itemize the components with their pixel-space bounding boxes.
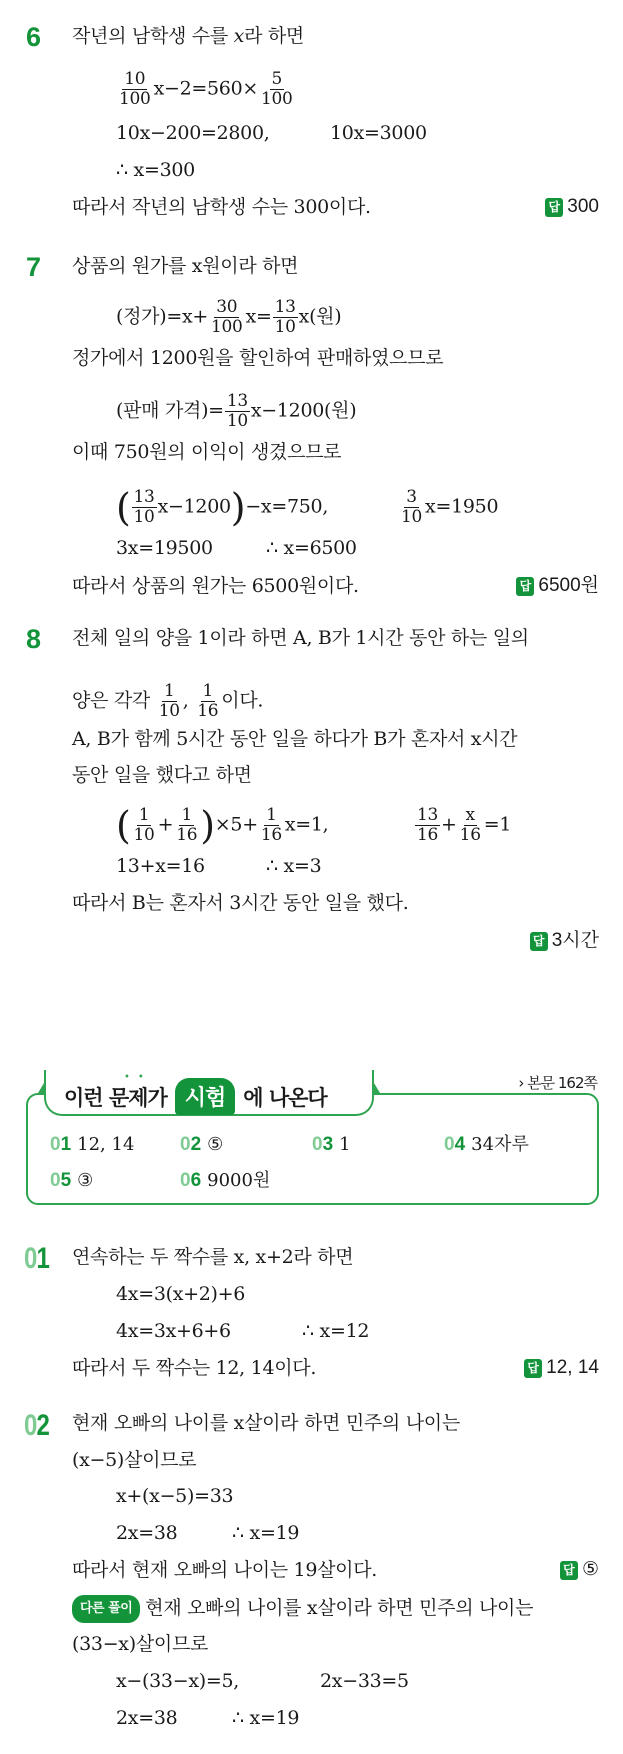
- exam-title-highlight: 시험: [175, 1078, 236, 1115]
- fraction: $\frac{5}{100}$: [261, 69, 293, 109]
- equation: $\frac{13}{16}$ + $\frac{x}{16}$ =1: [417, 805, 512, 845]
- answer: 답 3시간: [530, 929, 599, 953]
- problem-intro: 연속하는 두 짝수를 x, x+2라 하면: [72, 1246, 354, 1268]
- alt-solution-badge: 다른 풀이: [72, 1595, 140, 1623]
- equation: 3x=19500: [116, 537, 213, 559]
- exam-answer-item: 05 ③: [50, 1170, 94, 1191]
- exam-answer-item: 03 1: [312, 1134, 351, 1155]
- equation: 2x−33=5: [320, 1670, 409, 1692]
- equation: 10x=3000: [330, 122, 427, 144]
- conclusion: 따라서 상품의 원가는 6500원이다.: [72, 575, 359, 597]
- text: (x−5)살이므로: [72, 1449, 197, 1471]
- equation: $\frac{3}{10}$ x=1950: [401, 487, 499, 527]
- answer: 답 300: [545, 195, 599, 219]
- fraction: $\frac{10}{100}$: [119, 69, 151, 109]
- problem-number: 7: [26, 252, 42, 282]
- conclusion: 따라서 두 짝수는 12, 14이다.: [72, 1357, 317, 1379]
- equation: 13+x=16: [116, 855, 205, 877]
- problem-number: 02: [24, 1409, 50, 1442]
- equation: (정가)=x+ $\frac{30}{100}$ x= $\frac{13}{10}$ x(원): [116, 297, 342, 337]
- equation: (판매 가격)= $\frac{13}{10}$ x−1200(원): [116, 391, 357, 431]
- problem-number: 8: [26, 624, 42, 654]
- equation: ( $\frac{1}{10}$ + $\frac{1}{16}$ )×5+ $\frac{1}{16}$ x=1,: [116, 803, 329, 848]
- emphasis-dots: ••: [124, 1072, 152, 1083]
- answer: 답 12, 14: [524, 1356, 599, 1380]
- answer-icon: 답: [524, 1359, 542, 1378]
- equation: 10x−200=2800,: [116, 122, 270, 144]
- exam-answer-item: 04 34자루: [444, 1134, 529, 1155]
- text: 정가에서 1200원을 할인하여 판매하였으므로: [72, 347, 444, 369]
- equation: ∴ x=6500: [266, 537, 357, 559]
- answer-icon: 답: [516, 577, 534, 596]
- answer-icon: 답: [530, 932, 548, 951]
- equation: $\frac{10}{100}$ x−2=560× $\frac{5}{100}$: [119, 69, 293, 109]
- exam-title: 이런 문제가 시험 에 나온다: [64, 1078, 327, 1115]
- problem-intro: 작년의 남학생 수를 𝑥라 하면: [72, 25, 304, 47]
- text: (33−x)살이므로: [72, 1633, 209, 1655]
- answer: 답 6500원: [516, 574, 599, 598]
- alternative-solution: 다른 풀이 현재 오빠의 나이를 x살이라 하면 민주의 나이는: [72, 1595, 533, 1623]
- text: A, B가 함께 5시간 동안 일을 하다가 B가 혼자서 x시간: [72, 728, 518, 750]
- equation: ∴ x=19: [232, 1522, 300, 1544]
- problem-number: 6: [26, 22, 42, 52]
- text: 양은 각각 $\frac{1}{10}$ , $\frac{1}{16}$ 이다.: [72, 681, 264, 721]
- equation: x+(x−5)=33: [116, 1485, 234, 1507]
- exam-answer-item: 02 ⑤: [180, 1134, 224, 1155]
- problem-intro: 상품의 원가를 x원이라 하면: [72, 255, 299, 277]
- equation: ∴ x=300: [116, 159, 195, 181]
- equation: 2x=38: [116, 1522, 178, 1544]
- answer: 답 ⑤: [560, 1558, 599, 1582]
- conclusion: 따라서 B는 혼자서 3시간 동안 일을 했다.: [72, 892, 409, 914]
- text: 동안 일을 했다고 하면: [72, 764, 252, 786]
- equation: ∴ x=3: [266, 855, 322, 877]
- conclusion: 따라서 작년의 남학생 수는 300이다.: [72, 196, 371, 218]
- problem-intro: 현재 오빠의 나이를 x살이라 하면 민주의 나이는: [72, 1412, 460, 1434]
- problem-number: 01: [24, 1242, 50, 1275]
- equation: 4x=3x+6+6: [116, 1320, 231, 1342]
- page-reference: › 본문 162쪽: [518, 1074, 597, 1092]
- conclusion: 따라서 현재 오빠의 나이는 19살이다.: [72, 1559, 378, 1581]
- equation: ∴ x=19: [232, 1707, 300, 1729]
- equation: 4x=3(x+2)+6: [116, 1283, 246, 1305]
- exam-answer-item: 06 9000원: [180, 1170, 271, 1191]
- equation: 2x=38: [116, 1707, 178, 1729]
- answer-icon: 답: [545, 198, 563, 217]
- answer-icon: 답: [560, 1561, 578, 1580]
- equation: ( $\frac{13}{10}$ x−1200)−x=750,: [116, 485, 329, 530]
- exam-answer-item: 01 12, 14: [50, 1134, 135, 1155]
- problem-intro: 전체 일의 양을 1이라 하면 A, B가 1시간 동안 하는 일의: [72, 627, 529, 649]
- text: 이때 750원의 이익이 생겼으므로: [72, 441, 342, 463]
- equation: ∴ x=12: [302, 1320, 370, 1342]
- equation: x−(33−x)=5,: [116, 1670, 240, 1692]
